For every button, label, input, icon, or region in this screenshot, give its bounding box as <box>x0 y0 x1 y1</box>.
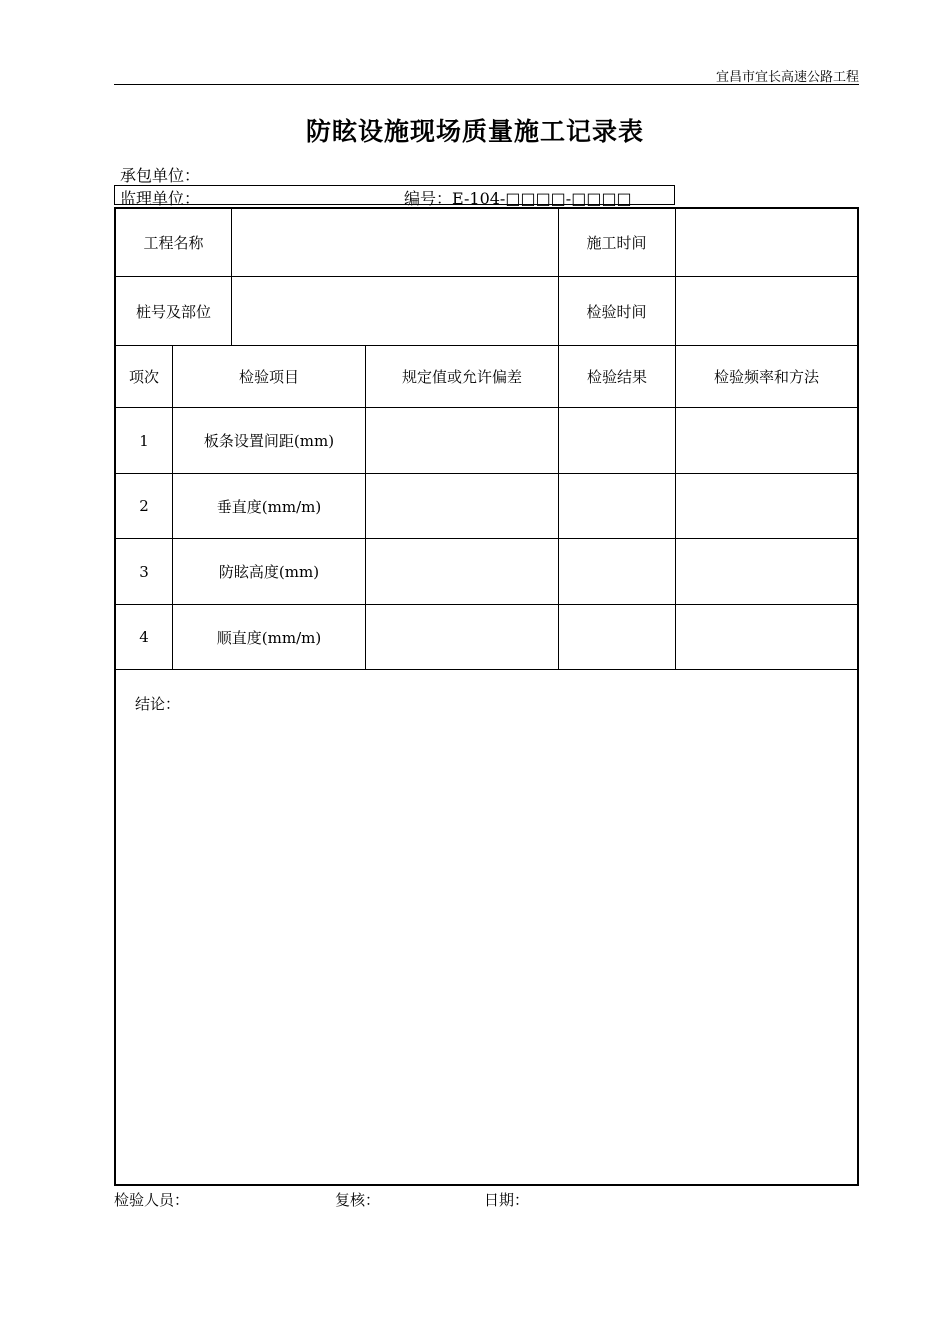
row-method-cell[interactable] <box>676 408 857 473</box>
project-name-label: 工程名称 <box>143 234 204 252</box>
row-result-cell[interactable] <box>559 408 675 473</box>
project-header-note: 宜昌市宜长高速公路工程 <box>715 70 859 85</box>
page-title: 防眩设施现场质量施工记录表 <box>305 117 644 146</box>
row-item: 防眩高度(mm) <box>218 563 320 581</box>
column-header-item: 检验项目 <box>238 368 299 386</box>
row-tolerance-cell[interactable] <box>366 605 558 669</box>
construction-time-value[interactable] <box>676 209 857 276</box>
column-header-method: 检验频率和方法 <box>713 368 819 386</box>
row-result-cell[interactable] <box>559 474 675 538</box>
row-item: 垂直度(mm/m) <box>216 497 322 516</box>
row-tolerance-cell[interactable] <box>366 408 558 473</box>
row-result-cell[interactable] <box>559 605 675 669</box>
row-method-cell[interactable] <box>676 539 857 604</box>
row-item: 板条设置间距(mm) <box>203 432 335 450</box>
station-label: 桩号及部位 <box>135 302 211 321</box>
column-header-no: 项次 <box>128 368 159 386</box>
row-tolerance-cell[interactable] <box>366 539 558 604</box>
inspection-time-value[interactable] <box>676 277 857 345</box>
header-divider <box>114 84 859 85</box>
record-table <box>114 207 859 1186</box>
row-method-cell[interactable] <box>676 605 857 669</box>
column-header-result: 检验结果 <box>586 368 647 386</box>
supervisor-label: 监理单位： <box>120 189 201 208</box>
review-label: 复核： <box>335 1191 381 1209</box>
supervisor-row <box>114 185 675 208</box>
inspection-time-label: 检验时间 <box>586 302 647 321</box>
column-header-tolerance: 规定值或允许偏差 <box>401 368 522 386</box>
construction-time-label: 施工时间 <box>586 234 647 252</box>
date-label: 日期： <box>484 1191 530 1209</box>
contractor-label: 承包单位： <box>120 166 201 185</box>
row-number: 4 <box>139 628 149 646</box>
station-value[interactable] <box>232 277 558 345</box>
row-tolerance-cell[interactable] <box>366 474 558 538</box>
project-name-value[interactable] <box>232 209 558 276</box>
row-number: 3 <box>139 562 149 581</box>
conclusion-label: 结论： <box>135 695 181 713</box>
inspector-label: 检验人员： <box>114 1191 190 1209</box>
row-method-cell[interactable] <box>676 474 857 538</box>
table-divider <box>116 669 857 670</box>
form-code: 编号：E-104-□□□□-□□□□ <box>404 189 632 208</box>
row-number: 1 <box>139 431 149 450</box>
row-result-cell[interactable] <box>559 539 675 604</box>
row-item: 顺直度(mm/m) <box>216 628 322 647</box>
row-number: 2 <box>139 497 149 515</box>
